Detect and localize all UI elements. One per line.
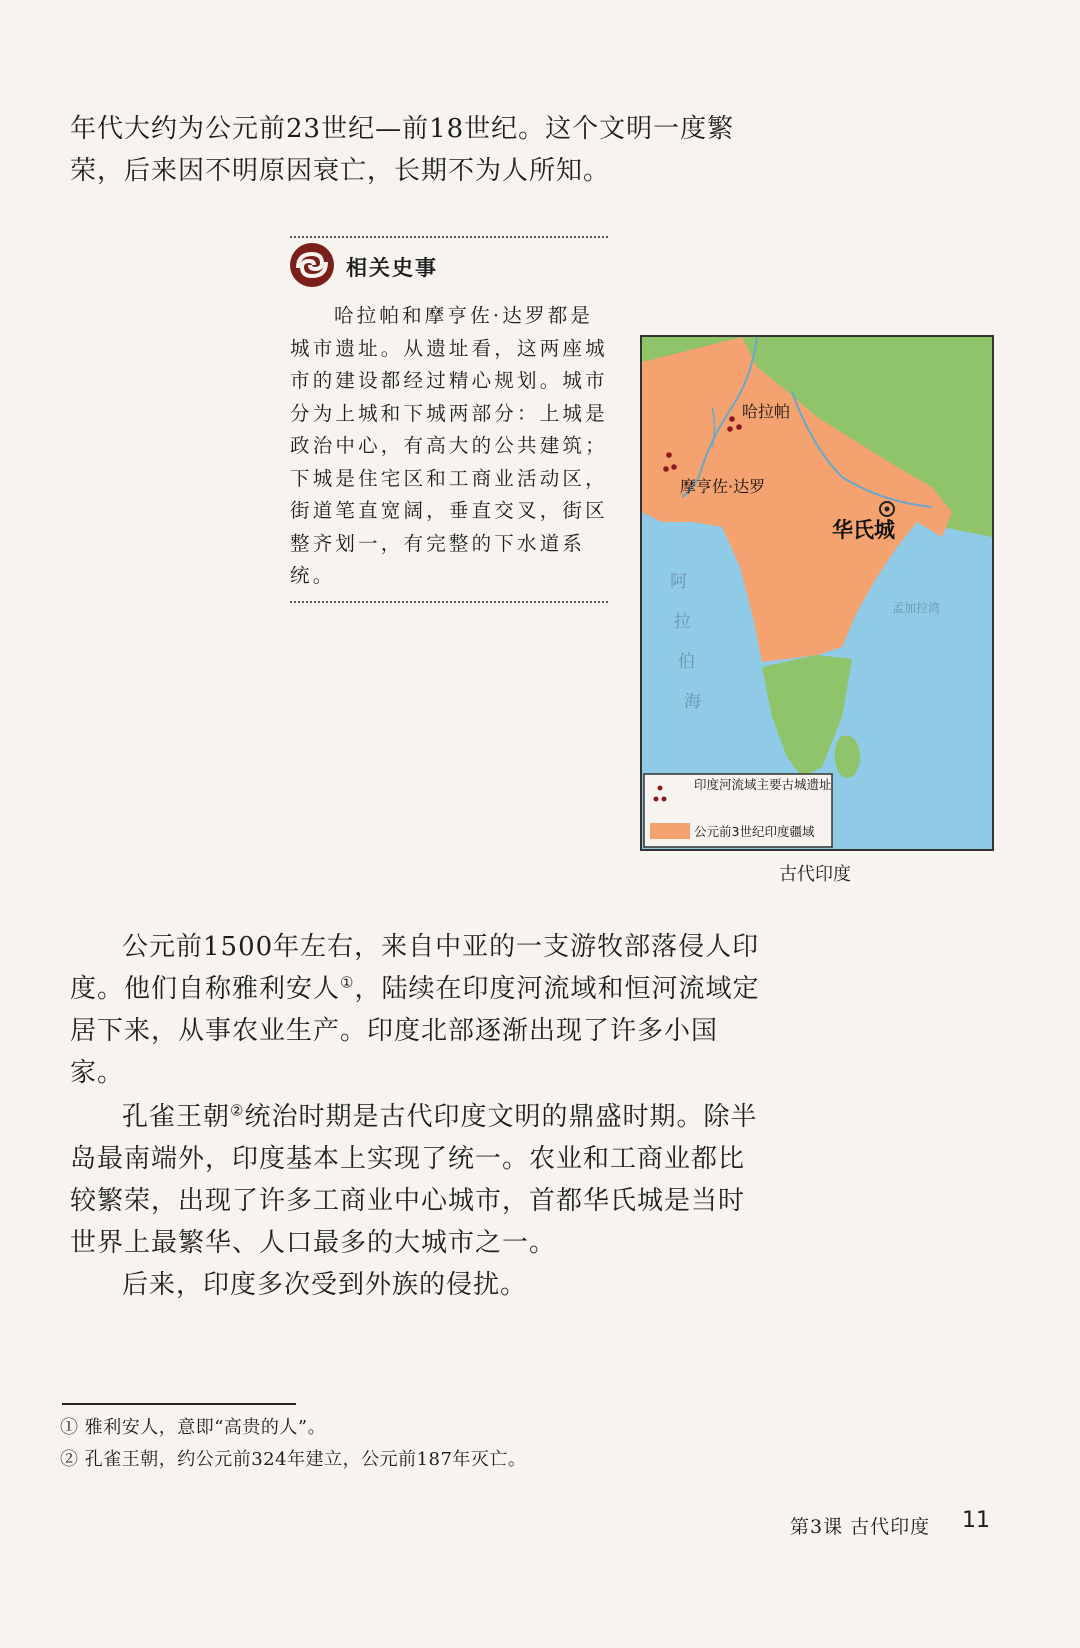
harappa-site-dot [727,426,733,432]
harappa-site-dot [729,416,735,422]
divider-bottom [290,601,608,603]
related-history-box [290,236,610,603]
mohenjo-site-dot [663,466,669,472]
label-arabian-sea-4: 海 [684,692,701,712]
mohenjo-site-dot [671,464,677,470]
label-arabian-sea-3: 伯 [678,652,695,672]
label-bay-of-bengal: 孟加拉湾 [892,601,941,615]
paragraph-invasions: 后来，印度多次受到外族的侵扰。 [122,1270,528,1300]
map-svg [642,337,992,849]
ancient-india-map [640,335,994,851]
related-history-title: 相关史事 [346,256,438,280]
swirl-icon [284,240,340,294]
legend-site-dot [662,797,667,802]
paragraph-aryans [70,926,760,1094]
mohenjo-site-dot [666,452,672,458]
legend-site-dot [658,786,663,791]
label-arabian-sea-2: 拉 [674,612,691,632]
capital-icon-center [885,507,890,512]
divider-top [290,236,608,238]
label-mohenjo: 摩亨佐·达罗 [680,477,766,496]
map-caption: 古代印度 [779,864,851,885]
running-footer: 第3课 古代印度 [790,1516,931,1538]
related-history-text: 哈拉帕和摩亨佐·达罗都是城市遗址。从遗址看，这两座城市的建设都经过精心规划。城市分为上城和下城两部分：上城是政治中心，有高大的公共建筑；下城是住宅区和工商业活动区，街道笔直宽阔，垂直交叉，街区整齐划一，有完整的下水道系统。 [290,304,608,587]
legend-sites-label: 印度河流域主要古城遗址 [694,777,832,792]
paragraph-intro: 年代大约为公元前23世纪—前18世纪。这个文明一度繁荣，后来因不明原因衰亡，长期不为人所知。 [70,114,735,186]
label-harappa: 哈拉帕 [742,402,791,421]
harappa-site-dot [736,424,742,430]
footnote-divider [62,1403,296,1405]
paragraph-aryans-part2: ，陆续在印度河流域和恒河流域定居下来，从事农业生产。印度北部逐渐出现了许多小国家。 [70,974,760,1088]
paragraph-maurya-part1: 孔雀王朝 [122,1102,231,1132]
page-number: 11 [962,1508,990,1533]
sri-lanka [835,736,860,778]
footnote-1: ① 雅利安人，意即“高贵的人”。 [60,1417,327,1438]
paragraph-maurya [70,1096,760,1264]
paragraph-aryans-part1: 公元前1500年左右，来自中亚的一支游牧部落侵人印度。他们自称雅利安人 [70,932,760,1004]
legend-territory-swatch [650,823,690,839]
legend-territory-label: 公元前3世纪印度疆域 [694,824,815,839]
paragraph-maurya-part2: 统治时期是古代印度文明的鼎盛时期。除半岛最南端外，印度基本上实现了统一。农业和工商业都比较繁荣，出现了许多工商业中心城市，首都华氏城是当时世界上最繁华、人口最多的大城市之一。 [70,1102,758,1258]
footnote-2: ② 孔雀王朝，约公元前324年建立，公元前187年灭亡。 [60,1449,527,1470]
label-arabian-sea-1: 阿 [670,572,687,592]
label-pataliputra: 华氏城 [832,518,895,542]
related-history-header [284,240,610,294]
footnote-marker-2[interactable]: ② [230,1101,245,1120]
footnote-marker-1[interactable]: ① [340,973,355,992]
legend-site-dot [654,797,659,802]
